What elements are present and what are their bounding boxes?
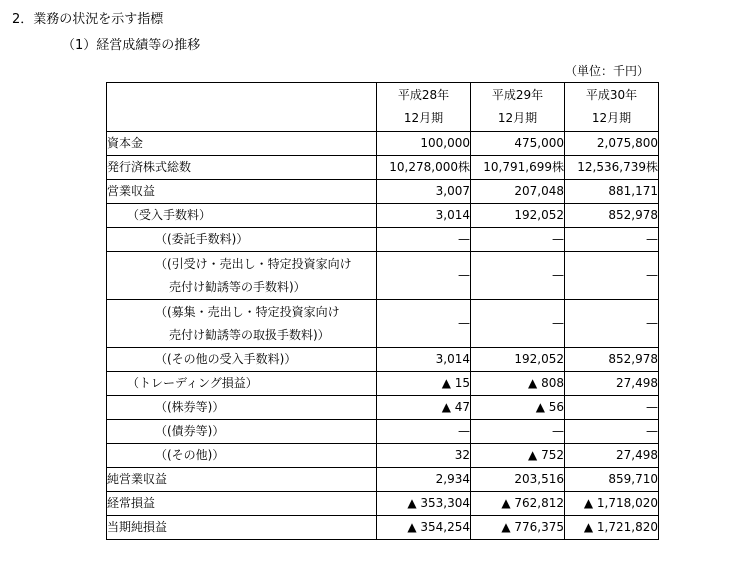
table-row: [107, 156, 659, 180]
subsection-heading: （1）経営成績等の推移: [62, 38, 201, 53]
cell-value: 859,710: [565, 468, 659, 492]
cell-value: —: [377, 420, 471, 444]
header-term: 12月期: [591, 111, 632, 125]
cell-value: 27,498: [565, 444, 659, 468]
cell-value: ▲ 56: [471, 396, 565, 420]
row-label: [107, 300, 377, 348]
table-row: [107, 252, 659, 300]
row-label-line: （(引受け・売出し・特定投資家向け: [155, 256, 352, 271]
cell-value: 475,000: [471, 132, 565, 156]
cell-value: ▲ 762,812: [471, 492, 565, 516]
table-row: [107, 516, 659, 540]
cell-value: ▲ 354,254: [377, 516, 471, 540]
cell-value: 881,171: [565, 180, 659, 204]
row-label: （(株券等)）: [107, 396, 377, 420]
cell-value: —: [471, 228, 565, 252]
cell-value: —: [471, 252, 565, 300]
cell-value: 10,278,000株: [377, 156, 471, 180]
row-label: （(その他)）: [107, 444, 377, 468]
header-period-h29: [471, 83, 565, 132]
header-year: 平成28年: [397, 88, 450, 102]
row-label: （(その他の受入手数料)）: [107, 348, 377, 372]
row-label: （(債券等)）: [107, 420, 377, 444]
row-label: 発行済株式総数: [107, 156, 377, 180]
row-label-line: 売付け勧誘等の取扱手数料)）: [169, 327, 330, 342]
cell-value: ▲ 776,375: [471, 516, 565, 540]
section-heading: 2．業務の状況を示す指標: [12, 12, 164, 27]
cell-value: 10,791,699株: [471, 156, 565, 180]
cell-value: 192,052: [471, 204, 565, 228]
cell-value: —: [565, 420, 659, 444]
cell-value: 203,516: [471, 468, 565, 492]
cell-value: —: [565, 228, 659, 252]
table-row: [107, 372, 659, 396]
cell-value: —: [565, 396, 659, 420]
cell-value: —: [565, 252, 659, 300]
cell-value: —: [471, 420, 565, 444]
row-label-line: 売付け勧誘等の手数料)）: [169, 279, 306, 294]
header-blank-cell: [107, 83, 377, 132]
performance-table: [106, 82, 659, 540]
header-period-h30: [565, 83, 659, 132]
row-label: （トレーディング損益）: [107, 372, 377, 396]
cell-value: 3,014: [377, 204, 471, 228]
row-label: 純営業収益: [107, 468, 377, 492]
row-label: 当期純損益: [107, 516, 377, 540]
header-term: 12月期: [497, 111, 538, 125]
header-period-h28: [377, 83, 471, 132]
cell-value: 27,498: [565, 372, 659, 396]
unit-note: （単位：千円）: [565, 64, 650, 78]
cell-value: 192,052: [471, 348, 565, 372]
cell-value: 3,007: [377, 180, 471, 204]
table-row: [107, 228, 659, 252]
cell-value: ▲ 752: [471, 444, 565, 468]
table-row: [107, 180, 659, 204]
cell-value: 852,978: [565, 348, 659, 372]
table-row: [107, 396, 659, 420]
table-row: [107, 348, 659, 372]
cell-value: ▲ 1,718,020: [565, 492, 659, 516]
cell-value: ▲ 47: [377, 396, 471, 420]
cell-value: 32: [377, 444, 471, 468]
cell-value: ▲ 353,304: [377, 492, 471, 516]
cell-value: ▲ 1,721,820: [565, 516, 659, 540]
row-label: （(委託手数料)）: [107, 228, 377, 252]
header-term: 12月期: [403, 111, 444, 125]
row-label: 経常損益: [107, 492, 377, 516]
row-label-line: （(募集・売出し・特定投資家向け: [155, 304, 340, 319]
row-label: （受入手数料）: [107, 204, 377, 228]
cell-value: —: [471, 300, 565, 348]
table-row: [107, 492, 659, 516]
table-row: [107, 420, 659, 444]
cell-value: 12,536,739株: [565, 156, 659, 180]
row-label: [107, 252, 377, 300]
table-row: [107, 132, 659, 156]
cell-value: 3,014: [377, 348, 471, 372]
header-year: 平成29年: [491, 88, 544, 102]
table-header-row: [107, 83, 659, 132]
cell-value: 852,978: [565, 204, 659, 228]
table-row: [107, 444, 659, 468]
cell-value: —: [565, 300, 659, 348]
cell-value: ▲ 808: [471, 372, 565, 396]
cell-value: 2,934: [377, 468, 471, 492]
cell-value: —: [377, 228, 471, 252]
cell-value: 2,075,800: [565, 132, 659, 156]
cell-value: 100,000: [377, 132, 471, 156]
table-row: [107, 468, 659, 492]
table-row: [107, 204, 659, 228]
header-year: 平成30年: [585, 88, 638, 102]
cell-value: —: [377, 300, 471, 348]
row-label: 営業収益: [107, 180, 377, 204]
table-row: [107, 300, 659, 348]
cell-value: ▲ 15: [377, 372, 471, 396]
cell-value: 207,048: [471, 180, 565, 204]
cell-value: —: [377, 252, 471, 300]
row-label: 資本金: [107, 132, 377, 156]
